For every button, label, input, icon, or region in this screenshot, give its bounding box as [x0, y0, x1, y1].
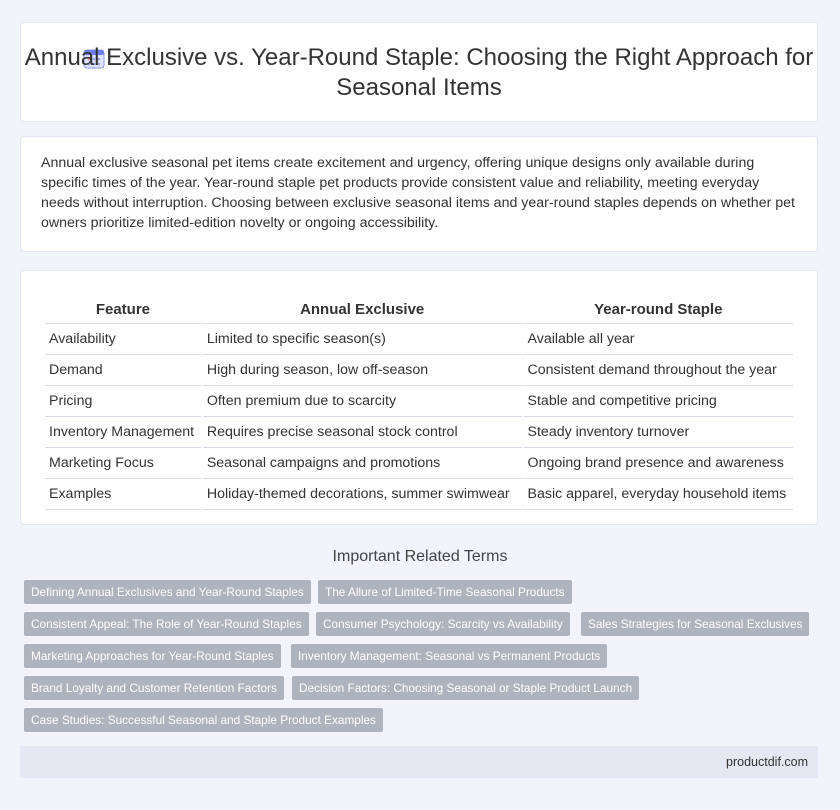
table-cell: Seasonal campaigns and promotions: [203, 448, 522, 479]
table-cell: Examples: [45, 479, 201, 510]
column-header-year-round-staple: Year-round Staple: [524, 295, 793, 324]
table-cell: Requires precise seasonal stock control: [203, 417, 522, 448]
comparison-table-card: [20, 270, 818, 525]
column-header-feature: Feature: [45, 295, 201, 324]
related-term-tag[interactable]: Case Studies: Successful Seasonal and Staple Product Examples: [24, 708, 383, 732]
related-terms-heading: Important Related Terms: [332, 548, 508, 565]
table-cell: Available all year: [524, 324, 793, 355]
table-cell: Holiday-themed decorations, summer swimwear: [203, 479, 522, 510]
column-header-annual-exclusive: Annual Exclusive: [203, 295, 522, 324]
table-header-row: [45, 295, 793, 324]
related-term-tag[interactable]: Inventory Management: Seasonal vs Permanent Products: [291, 644, 607, 668]
table-cell: Pricing: [45, 386, 201, 417]
table-cell: Demand: [45, 355, 201, 386]
table-cell: Limited to specific season(s): [203, 324, 522, 355]
footer: [20, 746, 818, 778]
footer-site-link[interactable]: productdif.com: [726, 755, 808, 769]
related-term-tag[interactable]: The Allure of Limited-Time Seasonal Products: [318, 580, 572, 604]
header-card: [20, 22, 818, 122]
table-row: [45, 417, 793, 448]
related-term-tag[interactable]: Sales Strategies for Seasonal Exclusives: [581, 612, 809, 636]
table-cell: Stable and competitive pricing: [524, 386, 793, 417]
table-row: [45, 355, 793, 386]
related-term-tag[interactable]: Consistent Appeal: The Role of Year-Round Staples: [24, 612, 309, 636]
intro-text: Annual exclusive seasonal pet items create excitement and urgency, offering unique designs only available during specific times of the year. Year-round staple pet products provide consistent value and reliability, meeting everyday needs without interruption. Choosing between exclusive seasonal items and year-round staples depends on whether pet owners prioritize limited-edition novelty or ongoing accessibility.: [41, 155, 795, 231]
table-cell: Availability: [45, 324, 201, 355]
related-term-tag[interactable]: Decision Factors: Choosing Seasonal or Staple Product Launch: [292, 676, 639, 700]
table-cell: Inventory Management: [45, 417, 201, 448]
table-cell: High during season, low off-season: [203, 355, 522, 386]
table-cell: Consistent demand throughout the year: [524, 355, 793, 386]
intro-card: [20, 136, 818, 252]
table-row: [45, 448, 793, 479]
table-cell: Basic apparel, everyday household items: [524, 479, 793, 510]
table-row: [45, 386, 793, 417]
table-cell: Steady inventory turnover: [524, 417, 793, 448]
table-cell: Ongoing brand presence and awareness: [524, 448, 793, 479]
table-cell: Marketing Focus: [45, 448, 201, 479]
related-term-tag[interactable]: Marketing Approaches for Year-Round Staples: [24, 644, 281, 668]
table-row: [45, 324, 793, 355]
related-term-tag[interactable]: Defining Annual Exclusives and Year-Round Staples: [24, 580, 311, 604]
related-term-tag[interactable]: Brand Loyalty and Customer Retention Factors: [24, 676, 284, 700]
table-row: [45, 479, 793, 510]
page-title: Annual Exclusive vs. Year-Round Staple: Choosing the Right Approach for Seasonal Items: [24, 44, 814, 101]
comparison-table: [43, 295, 795, 510]
table-cell: Often premium due to scarcity: [203, 386, 522, 417]
related-term-tag[interactable]: Consumer Psychology: Scarcity vs Availability: [316, 612, 570, 636]
